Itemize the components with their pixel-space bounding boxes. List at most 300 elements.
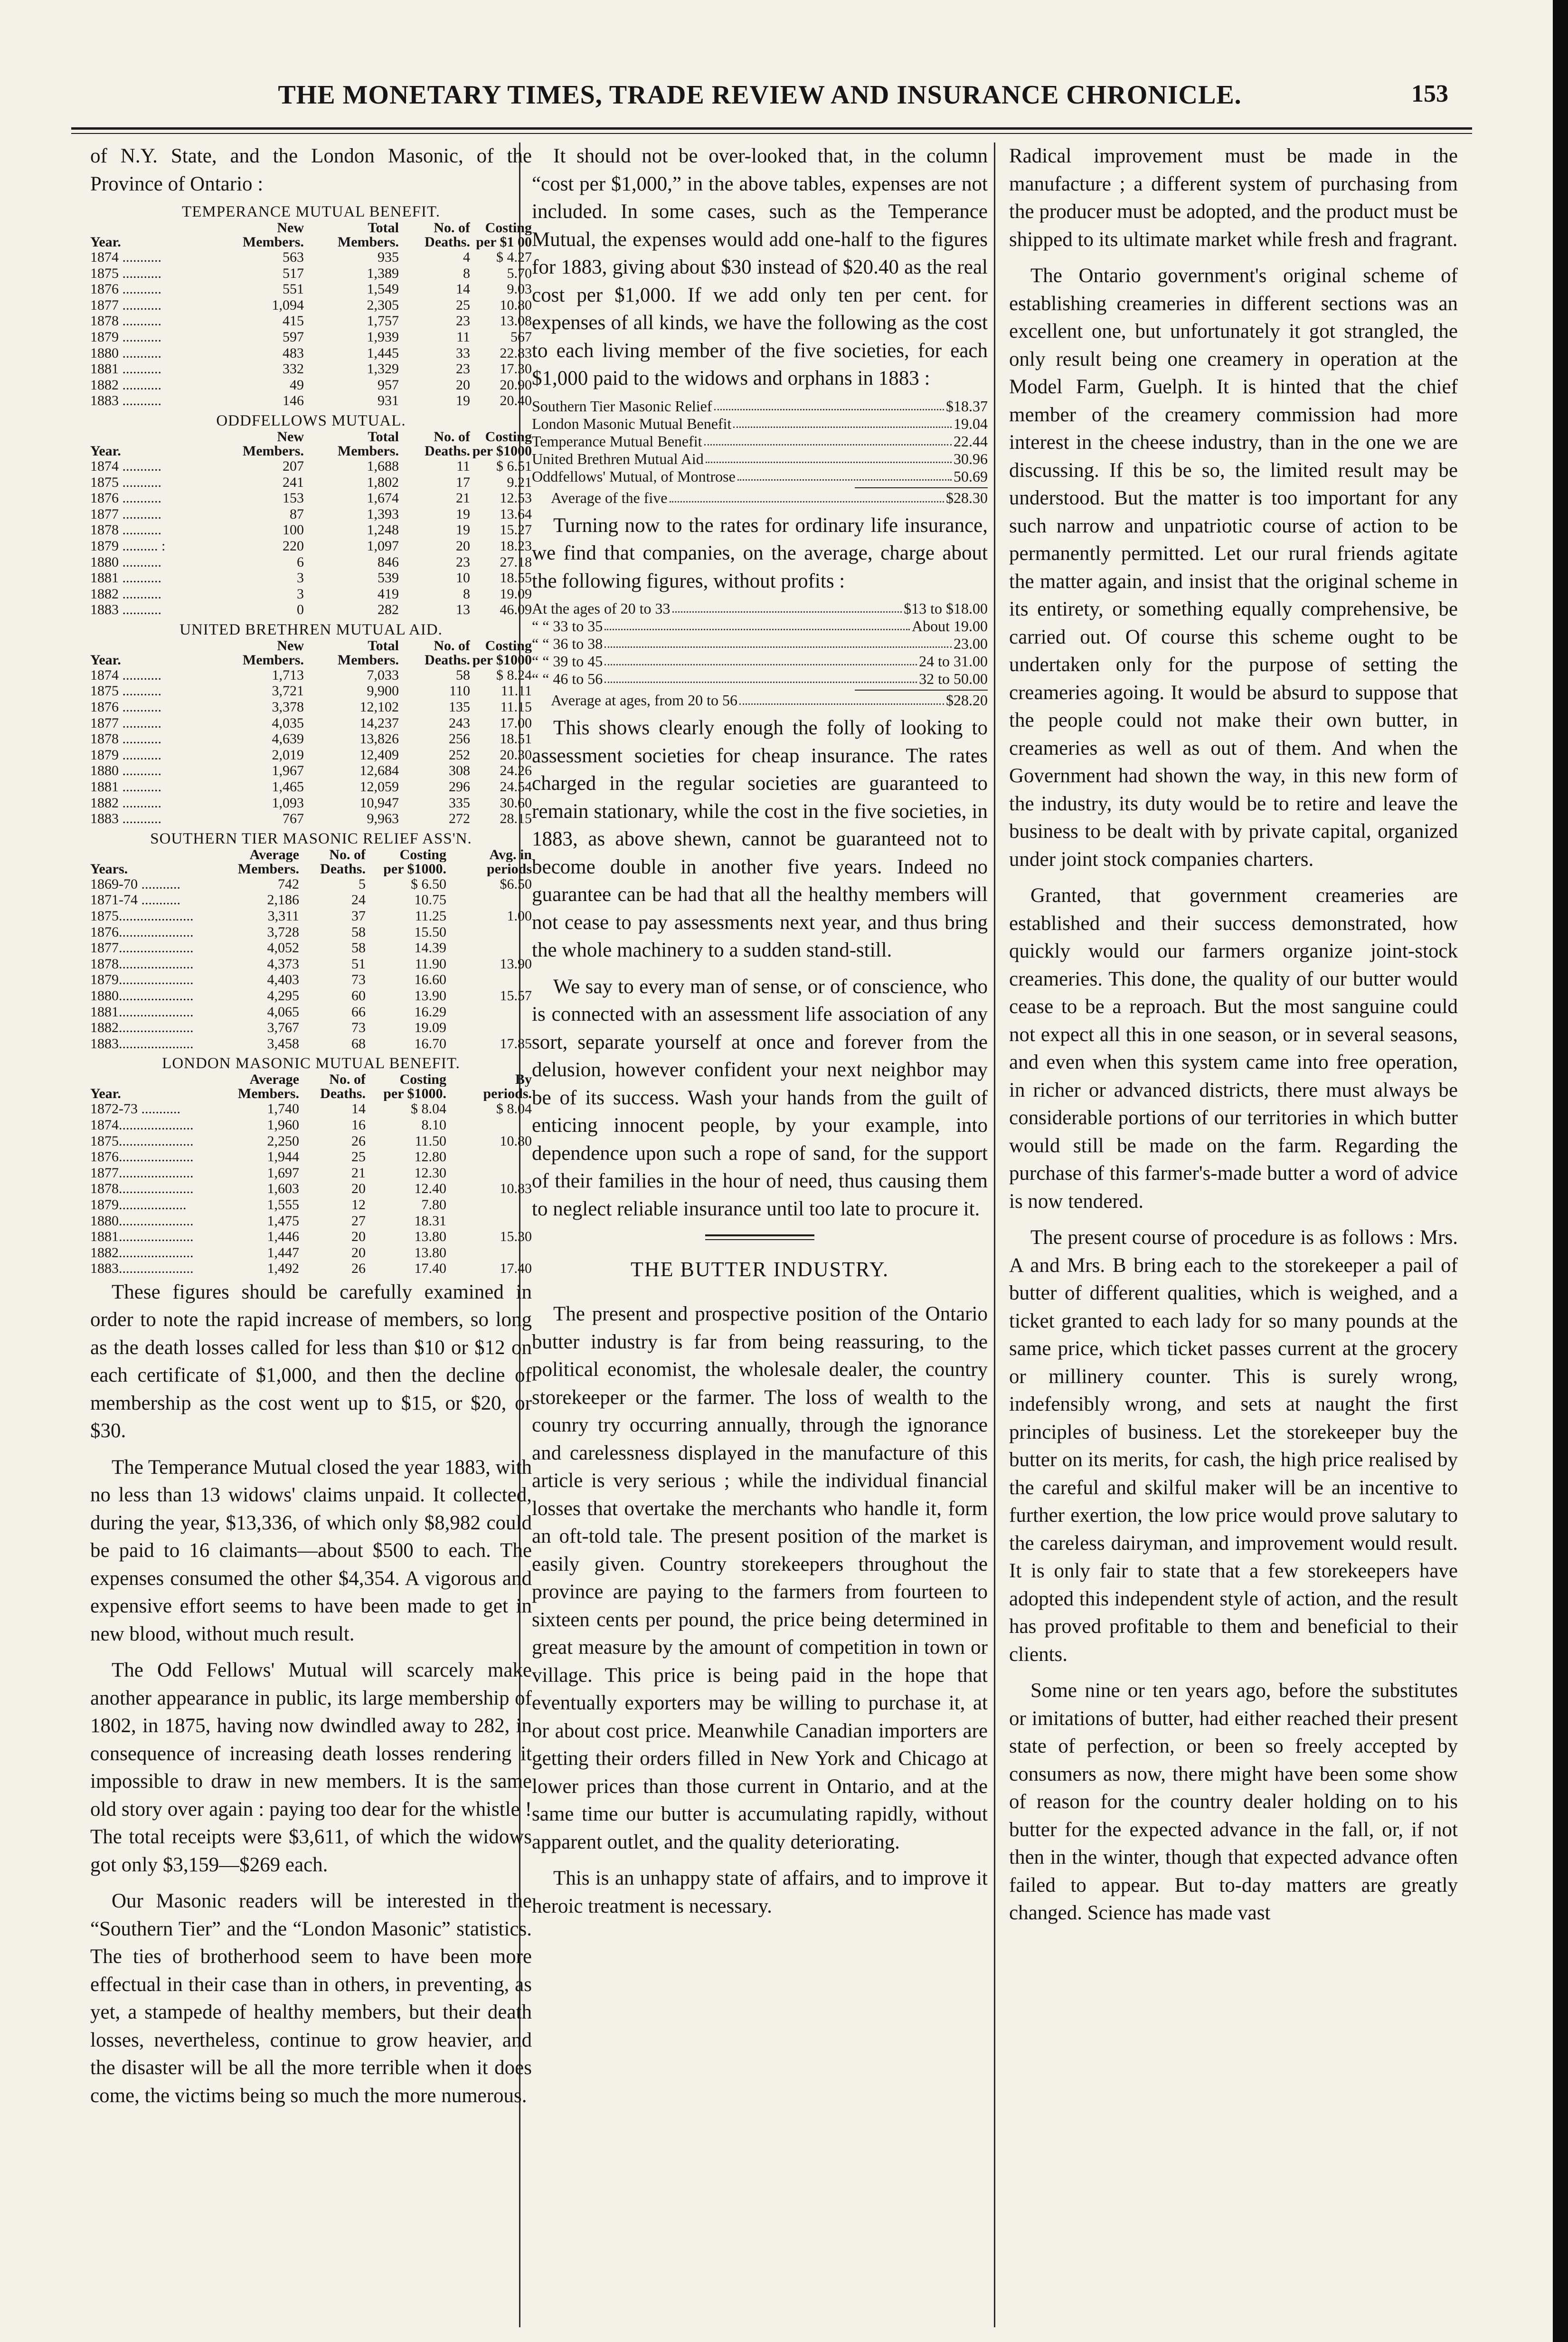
- table-cell: 15.50: [414, 924, 446, 940]
- table-cell: 1.00: [507, 908, 532, 924]
- table-cell: 17: [456, 474, 470, 490]
- list-item: [532, 433, 988, 450]
- table-row: [90, 779, 532, 795]
- table-cell: 18.31: [414, 1213, 446, 1229]
- table-header: [90, 430, 532, 458]
- paragraph: The present course of procedure is as follows : Mrs. A and Mrs. B bring each to the storekeeper a pail of butter of different qualities, which is weighed, and a ticket granted to each lady for so many pounds at the same price, which ticket passes current at the grocery or millinery counter. This is surely wrong, indefensibly wrong, and sets at naught the first principles of business. Let the storekeeper buy the butter on its merits, for cash, the high price realised by the careful and skilful maker will be an incentive to further exertion, the low price would prove salutary to the careless dairyman, and improvement would result. It is only fair to state that a few storekeepers have adopted this independent style of action, and the result has proved profitable to them and beneficial to their clients.: [1009, 1226, 1458, 1666]
- table-cell: 1876 ...........: [90, 490, 161, 506]
- table-cell: 6: [297, 554, 304, 570]
- table-cell: 1880.....................: [90, 987, 194, 1004]
- table-cell: 12.40: [414, 1181, 446, 1197]
- table-cell: 17.30: [500, 361, 532, 377]
- paragraph: The Odd Fellows' Mutual will scarcely make another appearance in public, its large membership of 1802, in 1875, having now dwindled away to 282, in consequence of increasing death losses rendering it impossible to draw in new members. It is the same old story over again : paying too dear for the whistle ! The total receipts were $3,611, of which the widows got only $3,159—$269 each.: [90, 1659, 532, 1876]
- section-divider: [705, 1234, 814, 1240]
- list-item: [532, 653, 988, 670]
- list-item: [532, 600, 988, 617]
- table-cell: 1,475: [267, 1213, 299, 1229]
- table-cell: 21: [456, 490, 470, 506]
- table-row: [90, 554, 532, 570]
- table-cell: 14.39: [414, 940, 446, 956]
- list-item-value: $13 to $18.00: [904, 600, 988, 617]
- column-2: [532, 142, 988, 1929]
- table-row: [90, 956, 532, 972]
- table-header-row: [90, 848, 532, 862]
- table-cell: 24.26: [500, 763, 532, 779]
- table-header-cell: per $1000: [472, 653, 532, 667]
- table-cell: 20: [456, 538, 470, 554]
- table-cell: [446, 892, 532, 908]
- paragraph: This shows clearly enough the folly of looking to assessment societies for cheap insurance. The rates charged in the regular societies are guaranteed to remain stationary, while the cost in the five societies, in 1883, as above shewn, cannot be guaranteed not to become double in another five years. Indeed no guarantee can be had that all the healthy members will not cease to pay assessments next year, and thus bring the whole machinery to a sudden stand-still.: [532, 717, 988, 961]
- table-cell: 4,295: [267, 987, 299, 1004]
- table-header-cell: per $1000.: [383, 1087, 446, 1101]
- table-cell: 220: [283, 538, 304, 554]
- table-cell: 25: [351, 1149, 366, 1165]
- table-cell: 20: [351, 1181, 366, 1197]
- table-cell: 1869-70 ...........: [90, 876, 180, 892]
- table-cell: 60: [351, 987, 366, 1004]
- scan-edge-shadow: [1553, 0, 1568, 2342]
- table-cell: 1878.....................: [90, 956, 194, 972]
- table-cell: 1880 ...........: [90, 554, 161, 570]
- table-header-cell: Members.: [242, 235, 304, 249]
- table-header-cell: New: [277, 429, 304, 444]
- table-header-cell: Years.: [90, 862, 128, 876]
- table-row: [90, 763, 532, 779]
- table-cell: 1877 ...........: [90, 506, 161, 522]
- dot-leader: [714, 398, 944, 410]
- table-cell: 1872-73 ...........: [90, 1101, 180, 1117]
- rate-average-value: $28.20: [946, 692, 988, 709]
- table-row: [90, 699, 532, 715]
- table-cell: 243: [449, 715, 470, 731]
- table-header-cell: Avg. in: [489, 847, 532, 862]
- table-header-cell: Total: [368, 221, 399, 235]
- table-cell: 12.53: [500, 490, 532, 506]
- table-cell: 8: [463, 265, 470, 281]
- table-cell: 4: [463, 249, 470, 265]
- table-cell: 73: [351, 1020, 366, 1036]
- list-item: [532, 670, 988, 688]
- table-cell: 1879...................: [90, 1196, 187, 1213]
- table-row: [90, 908, 532, 924]
- table-cell: 14: [456, 281, 470, 297]
- table-cell: 7.80: [421, 1196, 446, 1213]
- table-cell: 1,389: [367, 265, 399, 281]
- table-cell: 767: [283, 811, 304, 827]
- table-header-cell: Deaths.: [320, 1087, 366, 1101]
- table-cell: 1876.....................: [90, 924, 194, 940]
- table-cell: 1883 ...........: [90, 811, 161, 827]
- list-item: [532, 415, 988, 433]
- table-cell: 12,102: [359, 699, 399, 715]
- table-row: [90, 313, 532, 329]
- table-header-row: [90, 430, 532, 444]
- table-cell: 15.30: [500, 1229, 532, 1245]
- table-cell: 1882 ...........: [90, 586, 161, 602]
- table-row: [90, 297, 532, 313]
- table-cell: 1,944: [267, 1149, 299, 1165]
- table-cell: 18.23: [500, 538, 532, 554]
- table-header-cell: Deaths.: [425, 444, 470, 458]
- table-header-cell: No. of: [434, 638, 470, 653]
- table-cell: 5.70: [507, 265, 532, 281]
- table-cell: 1,445: [367, 345, 399, 361]
- table-cell: 1,674: [367, 490, 399, 506]
- table-cell: 539: [378, 570, 399, 586]
- table-header-cell: Total: [368, 429, 399, 444]
- table-row: [90, 1245, 532, 1261]
- table-cell: 957: [378, 377, 399, 393]
- table-cell: 3: [297, 570, 304, 586]
- list-item-value: About 19.00: [912, 617, 988, 635]
- table-row: [90, 667, 532, 683]
- table-cell: 15.57: [500, 987, 532, 1004]
- table-cell: 15.27: [500, 522, 532, 538]
- paragraph: Radical improvement must be made in the manufacture ; a different system of purchasing from the producer must be adopted, and the product must be shipped to its ultimate market while fresh and fragrant.: [1009, 145, 1458, 251]
- table-cell: 1,094: [272, 297, 304, 313]
- table-cell: 20: [456, 377, 470, 393]
- table-cell: 20.30: [500, 747, 532, 763]
- table-cell: 13: [456, 602, 470, 618]
- table-header-row: [90, 862, 532, 876]
- table-cell: 1875.....................: [90, 1133, 194, 1149]
- table-cell: 1876.....................: [90, 1149, 194, 1165]
- list-item-value: 19.04: [954, 415, 988, 432]
- table-cell: 597: [283, 329, 304, 345]
- table-row: [90, 249, 532, 265]
- table-cell: 1874 ...........: [90, 667, 161, 683]
- table-cell: 1,688: [367, 458, 399, 474]
- table-row: [90, 1261, 532, 1277]
- table-cell: [446, 1004, 532, 1020]
- table-oddfellows-mutual: [90, 412, 532, 618]
- table-cell: 252: [449, 747, 470, 763]
- table-cell: 24.54: [500, 779, 532, 795]
- table-cell: 1881 ...........: [90, 570, 161, 586]
- table-cell: 1882.....................: [90, 1244, 194, 1261]
- table-cell: 4,639: [272, 731, 304, 747]
- rate-average-label: Average at ages, from 20 to 56: [551, 692, 738, 709]
- table-cell: 37: [351, 908, 366, 924]
- table-cell: 563: [283, 249, 304, 265]
- table-cell: 3,767: [267, 1020, 299, 1036]
- table-header-row: [90, 221, 532, 235]
- table-cell: 1879.....................: [90, 972, 194, 988]
- list-item-value: $18.37: [946, 397, 988, 415]
- table-cell: 1,446: [267, 1229, 299, 1245]
- table-cell: 1,967: [272, 763, 304, 779]
- table-row: [90, 281, 532, 297]
- table-cell: 10: [456, 570, 470, 586]
- table-cell: 1880 ...........: [90, 763, 161, 779]
- table-cell: 110: [449, 683, 470, 699]
- table-title: UNITED BRETHREN MUTUAL AID.: [179, 621, 443, 638]
- table-row: [90, 538, 532, 554]
- table-cell: [446, 1117, 532, 1133]
- table-cell: 153: [283, 490, 304, 506]
- table-title: ODDFELLOWS MUTUAL.: [216, 412, 406, 429]
- table-header-row: [90, 1072, 532, 1087]
- table-cell: 8: [463, 586, 470, 602]
- table-cell: $6.50: [500, 876, 532, 892]
- table-cell: 17.40: [500, 1261, 532, 1277]
- table-cell: [446, 972, 532, 988]
- table-header-cell: Members.: [242, 653, 304, 667]
- table-cell: 1,960: [267, 1117, 299, 1133]
- table-header-cell: Year.: [90, 653, 121, 667]
- table-cell: 335: [449, 795, 470, 811]
- paragraph: We say to every man of sense, or of conscience, who is connected with an assessment life association of any sort, separate yourself at once and forever from the delusion, however confident your next neighbor may be of its success. Wash your hands from the guilt of enticing innocent people, by your example, into dependence upon such a rope of sand, for the support of their families in the hour of need, thus causing them to neglect reliable insurance until too late to procure it.: [532, 975, 988, 1220]
- table-row: [90, 458, 532, 474]
- table-cell: 1874.....................: [90, 1117, 194, 1133]
- rate-list-rows: [532, 600, 988, 688]
- table-cell: 11.15: [500, 699, 532, 715]
- paragraph: This is an unhappy state of affairs, and to improve it heroic treatment is necessary.: [532, 1867, 988, 1917]
- table-row: [90, 747, 532, 763]
- table-header-cell: No. of: [434, 221, 470, 235]
- table-cell: 1881 ...........: [90, 779, 161, 795]
- dot-leader: [672, 600, 902, 613]
- table-cell: 296: [449, 779, 470, 795]
- table-cell: 7,033: [367, 667, 399, 683]
- table-cell: 1882 ...........: [90, 795, 161, 811]
- table-row: [90, 715, 532, 731]
- table-cell: 2,250: [267, 1133, 299, 1149]
- table-header-cell: Members.: [242, 444, 304, 458]
- table-row: [90, 377, 532, 393]
- table-cell: 1871-74 ...........: [90, 892, 180, 908]
- table-cell: 19: [456, 393, 470, 409]
- table-cell: 272: [449, 811, 470, 827]
- table-cell: 3,458: [267, 1035, 299, 1052]
- table-row: [90, 1117, 532, 1133]
- table-cell: 1,492: [267, 1261, 299, 1277]
- table-southern-tier: [90, 830, 532, 1052]
- table-cell: 12.30: [414, 1165, 446, 1181]
- list-item-label: Oddfellows' Mutual, of Montrose: [532, 467, 736, 485]
- table-cell: 11.11: [501, 683, 532, 699]
- table-row: [90, 795, 532, 811]
- table-cell: 17.85: [500, 1035, 532, 1052]
- table-cell: 19.09: [414, 1020, 446, 1036]
- table-cell: 3,378: [272, 699, 304, 715]
- table-cell: 20.90: [500, 377, 532, 393]
- table-cell: 1876 ...........: [90, 281, 161, 297]
- masthead: [71, 80, 1448, 123]
- table-header-cell: Average: [249, 847, 299, 862]
- table-cell: 1883 ...........: [90, 393, 161, 409]
- table-cell: 9,963: [367, 811, 399, 827]
- table-header-cell: periods.: [483, 1087, 532, 1101]
- list-item-label: “ “ 33 to 35: [532, 617, 603, 635]
- table-cell: 332: [283, 361, 304, 377]
- table-cell: 1877.....................: [90, 940, 194, 956]
- table-cell: 4,373: [267, 956, 299, 972]
- table-cell: 10.83: [500, 1181, 532, 1197]
- table-cell: 1881 ...........: [90, 361, 161, 377]
- table-header-cell: Members.: [237, 1087, 299, 1101]
- table-header-cell: Costing: [485, 638, 532, 653]
- paragraph: The present and prospective position of the Ontario butter industry is far from being reassuring, to the political economist, the wholesale dealer, the country storekeeper or the farmer. The loss of wealth to the counry try occurring annually, through the ignorance and carelessness displayed in the manufacture of this article is very serious ; while the individual financial losses that overtake the merchants who handle it, form an oft-told tale. The present position of the market is easily given. Country storekeepers throughout the province are paying to the farmers from fourteen to sixteen cents per pound, the price being determined in great measure by the amount of competition in town or village. This price is being paid in the hope that eventually exporters may be willing to purchase it, at or about cost price. Meanwhile Canadian importers are getting their orders filled in New York and Chicago at lower prices than those current in Ontario, and at the same time our butter is accumulating rapidly, without apparent outlet, and the quality deteriorating.: [532, 1303, 988, 1853]
- table-cell: 1878 ...........: [90, 731, 161, 747]
- table-row: [90, 586, 532, 602]
- table-cell: 146: [283, 393, 304, 409]
- table-cell: 73: [351, 972, 366, 988]
- section-title: THE BUTTER INDUSTRY.: [631, 1258, 889, 1281]
- table-cell: 415: [283, 313, 304, 329]
- table-cell: 9,900: [367, 683, 399, 699]
- table-header: [90, 221, 532, 249]
- table-cell: [446, 1149, 532, 1165]
- table-cell: 16.60: [414, 972, 446, 988]
- table-cell: 49: [290, 377, 304, 393]
- table-cell: 551: [283, 281, 304, 297]
- table-title: TEMPERANCE MUTUAL BENEFIT.: [182, 203, 440, 220]
- table-cell: 419: [378, 586, 399, 602]
- table-london-masonic: [90, 1054, 532, 1277]
- table-cell: 0: [297, 602, 304, 618]
- table-header-cell: Year.: [90, 1087, 121, 1101]
- table-cell: 10.75: [414, 892, 446, 908]
- table-cell: 1,329: [367, 361, 399, 377]
- cost-list: [532, 398, 988, 507]
- table-cell: 22.83: [500, 345, 532, 361]
- table-cell: 13.64: [500, 506, 532, 522]
- table-row: [90, 265, 532, 282]
- table-cell: 68: [351, 1035, 366, 1052]
- table-header: [90, 639, 532, 667]
- table-cell: $ 8.04: [496, 1101, 532, 1117]
- table-header-cell: Deaths.: [425, 653, 470, 667]
- table-cell: 1878 ...........: [90, 522, 161, 538]
- table-cell: 1,603: [267, 1181, 299, 1197]
- table-cell: 16: [351, 1117, 366, 1133]
- table-cell: 1875 ...........: [90, 683, 161, 699]
- table-header-cell: No. of: [329, 847, 366, 862]
- header-rule-thin: [71, 133, 1472, 134]
- table-header-cell: Average: [249, 1072, 299, 1087]
- table-header-cell: Deaths.: [425, 235, 470, 249]
- table-cell: 3,311: [267, 908, 299, 924]
- header-rule-thick: [71, 127, 1472, 130]
- table-cell: 1,555: [267, 1196, 299, 1213]
- dot-leader: [605, 635, 952, 648]
- table-cell: 26: [351, 1261, 366, 1277]
- table-cell: 13.90: [414, 987, 446, 1004]
- table-cell: 1,097: [367, 538, 399, 554]
- list-item: [532, 635, 988, 653]
- list-item-label: Temperance Mutual Benefit: [532, 432, 702, 450]
- table-cell: 8.10: [421, 1117, 446, 1133]
- table-cell: 1874 ...........: [90, 249, 161, 265]
- list-item-label: At the ages of 20 to 33: [532, 600, 671, 617]
- table-title: SOUTHERN TIER MASONIC RELIEF ASS'N.: [150, 830, 472, 847]
- list-item: [532, 398, 988, 415]
- table-cell: 1,802: [367, 474, 399, 490]
- table-header-cell: [90, 848, 233, 862]
- table-cell: $ 6.51: [496, 458, 532, 474]
- table-cell: 1882.....................: [90, 1020, 194, 1036]
- table-cell: 12,409: [359, 747, 399, 763]
- table-cell: 58: [351, 940, 366, 956]
- table-row: [90, 924, 532, 940]
- table-header-cell: By: [515, 1072, 532, 1087]
- table-cell: 13.80: [414, 1244, 446, 1261]
- table-cell: 12,684: [359, 763, 399, 779]
- paragraph: These figures should be carefully examined in order to note the rapid increase of members, so long as the death losses called for less than $10 or $12 on each certificate of $1,000, and then the decline of membership as the cost went up to $15, or $20, or $30.: [90, 1280, 532, 1442]
- table-cell: 58: [456, 667, 470, 683]
- table-cell: 1876 ...........: [90, 699, 161, 715]
- table-row: [90, 570, 532, 586]
- paragraph: Granted, that government creameries are established and their success demonstrated, how quickly would our farmers organize joint-stock creameries. This done, the quality of our butter would cease to be a reproach. But the most sanguine could not expect all this in one season, or in several seasons, and even when this system came into free operation, in richer or advanced districts, there must always be considerable portions of our territories in which butter would still be made on the farm. Regarding the purchase of this farmer's-made butter a word of advice is now tendered.: [1009, 884, 1458, 1213]
- table-temperance-mutual: [90, 203, 532, 409]
- table-cell: 3,721: [272, 683, 304, 699]
- column-3: [1009, 142, 1458, 1936]
- table-cell: 12.80: [414, 1149, 446, 1165]
- table-header-row: [90, 1087, 532, 1101]
- masthead-title: THE MONETARY TIMES, TRADE REVIEW AND INSURANCE CHRONICLE.: [278, 80, 1242, 110]
- list-item-label: “ “ 39 to 45: [532, 653, 603, 670]
- table-cell: 17.40: [414, 1261, 446, 1277]
- table-header-cell: Deaths.: [320, 862, 366, 876]
- table-cell: 1881.....................: [90, 1229, 194, 1245]
- table-row: [90, 892, 532, 908]
- table-cell: 1880 ...........: [90, 345, 161, 361]
- table-cell: 26: [351, 1133, 366, 1149]
- table-cell: 1883 ...........: [90, 602, 161, 618]
- table-cell: 20: [351, 1229, 366, 1245]
- table-header-cell: [90, 430, 233, 444]
- table-row: [90, 988, 532, 1004]
- table-header-row: [90, 235, 532, 249]
- rate-list: [532, 600, 988, 710]
- table-cell: 5: [359, 876, 366, 892]
- table-header-row: [90, 653, 532, 667]
- table-cell: 13,826: [359, 731, 399, 747]
- table-cell: 1,740: [267, 1101, 299, 1117]
- cost-average-label: Average of the five: [551, 489, 668, 506]
- table-cell: 4,052: [267, 940, 299, 956]
- table-cell: 1879 ...........: [90, 329, 161, 345]
- table-cell: 10.80: [500, 297, 532, 313]
- table-header: [90, 848, 532, 876]
- dot-leader: [733, 415, 952, 428]
- table-cell: 1,713: [272, 667, 304, 683]
- list-item-value: 50.69: [954, 467, 988, 485]
- table-cell: 4,035: [272, 715, 304, 731]
- table-row: [90, 1197, 532, 1213]
- table-cell: 4,065: [267, 1004, 299, 1020]
- column-divider-2: [994, 142, 995, 2327]
- table-cell: 87: [290, 506, 304, 522]
- page-number: 153: [1411, 80, 1448, 107]
- table-cell: 1883.....................: [90, 1035, 194, 1052]
- table-cell: 2,019: [272, 747, 304, 763]
- table-header-cell: Year.: [90, 444, 121, 458]
- table-cell: 23: [456, 554, 470, 570]
- table-cell: 51: [351, 956, 366, 972]
- intro-paragraph: of N.Y. State, and the London Masonic, of the Province of Ontario :: [90, 145, 532, 195]
- table-cell: 28.15: [500, 811, 532, 827]
- table-header-cell: Year.: [90, 235, 121, 249]
- list-item: [532, 617, 988, 635]
- table-cell: [446, 1197, 532, 1213]
- table-cell: $ 8.24: [496, 667, 532, 683]
- table-row: [90, 345, 532, 361]
- table-cell: 567: [510, 329, 532, 345]
- table-row: [90, 940, 532, 956]
- table-row: [90, 522, 532, 538]
